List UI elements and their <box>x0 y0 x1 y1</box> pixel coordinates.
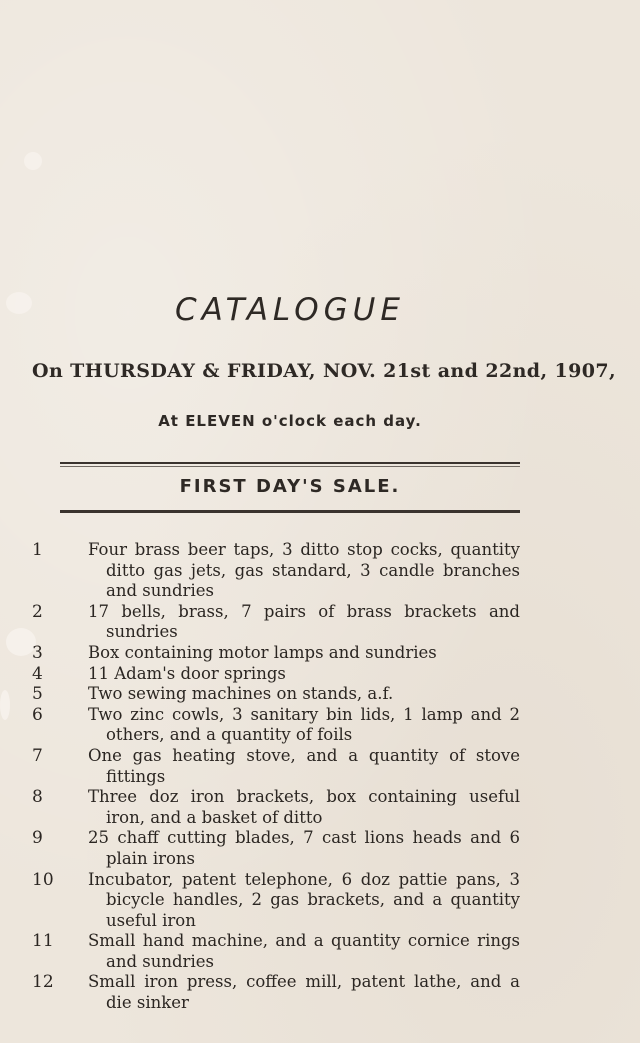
lot-number: 5 <box>32 684 43 705</box>
lot-description: Three doz iron brackets, box containing useful iron, and a basket of ditto <box>88 787 520 827</box>
lot-description: Two sewing machines on stands, a.f. <box>88 684 394 704</box>
divider-rule <box>60 462 520 464</box>
lot-description: 17 bells, brass, 7 pairs of brass brackets and sundries <box>88 601 520 642</box>
sale-time: At ELEVEN o'clock each day. <box>158 412 422 430</box>
lot-item <box>30 787 520 828</box>
lot-item <box>30 540 520 602</box>
lot-number: 7 <box>32 745 43 766</box>
lot-description: One gas heating stove, and a quantity of stove fittings <box>88 745 520 786</box>
divider-rule <box>60 466 520 467</box>
lot-description: Incubator, patent telephone, 6 doz pattie pans, 3 bicycle handles, 2 gas brackets, and a quantity useful iron <box>88 869 520 930</box>
lot-description: 25 chaff cutting blades, 7 cast lions heads and 6 plain irons <box>88 828 520 868</box>
lot-number: 9 <box>32 828 43 849</box>
day-heading: FIRST DAY'S SALE. <box>179 476 401 497</box>
lot-item <box>30 746 520 787</box>
lot-number: 10 <box>32 869 54 890</box>
lot-description: Box containing motor lamps and sundries <box>88 642 437 662</box>
lot-number: 4 <box>32 663 43 684</box>
paper-blemish <box>0 690 10 720</box>
lot-number: 11 <box>32 931 54 952</box>
lot-list <box>30 540 520 1014</box>
lot-description: Four brass beer taps, 3 ditto stop cocks, quantity ditto gas jets, gas standard, 3 candle branches and sundries <box>88 540 520 601</box>
lot-number: 8 <box>32 787 43 808</box>
paper-blemish <box>24 152 42 170</box>
sale-dates: On THURSDAY & FRIDAY, NOV. 21st and 22nd, 1907, <box>32 360 617 382</box>
lot-item <box>30 931 520 972</box>
lot-description: Small iron press, coffee mill, patent lathe, and a die sinker <box>88 972 520 1013</box>
lot-item <box>30 664 520 685</box>
lot-item <box>30 643 520 664</box>
divider-rule <box>60 510 520 513</box>
lot-item <box>30 602 520 643</box>
lot-description: 11 Adam's door springs <box>88 663 286 683</box>
lot-number: 12 <box>32 972 54 993</box>
lot-item <box>30 705 520 746</box>
lot-number: 1 <box>32 540 43 560</box>
lot-number: 2 <box>32 601 43 622</box>
lot-number: 6 <box>32 704 43 725</box>
lot-item <box>30 972 520 1013</box>
lot-description: Small hand machine, and a quantity cornice rings and sundries <box>88 931 520 971</box>
lot-item <box>30 870 520 932</box>
lot-description: Two zinc cowls, 3 sanitary bin lids, 1 lamp and 2 others, and a quantity of foils <box>88 704 520 745</box>
lot-item <box>30 684 520 705</box>
lot-item <box>30 828 520 869</box>
lot-number: 3 <box>32 642 43 663</box>
catalogue-title: CATALOGUE <box>175 292 405 328</box>
